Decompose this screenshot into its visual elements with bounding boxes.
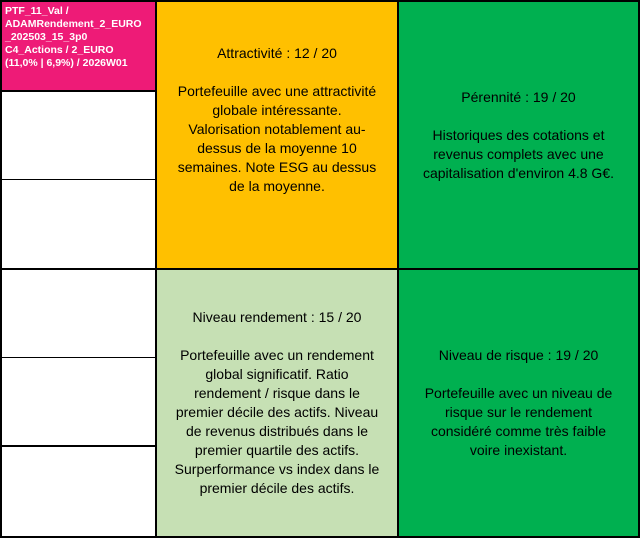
empty-cell[interactable] [0,445,157,538]
portfolio-title-cell[interactable] [0,0,157,90]
text-line: Portefeuille avec un niveau de [424,385,613,401]
text-line: globale intéressante. [212,102,342,118]
text-line: revenus complets avec une [433,145,604,162]
text-line: considéré comme très faible [430,423,607,439]
text-line: Portefeuille avec un rendement [180,347,374,363]
title-line: _202503_15_3p0 [5,31,88,43]
text-line: de la moyenne. [229,178,325,194]
rendement-heading: Niveau rendement : 15 / 20 [192,309,362,325]
empty-cell[interactable] [0,179,157,268]
empty-cell[interactable] [0,90,157,179]
perennite-heading: Pérennité : 19 / 20 [461,88,576,105]
title-line: C4_Actions / 2_EURO [5,44,114,56]
text-line: semaines. Note ESG au dessus [177,159,377,175]
perennite-cell[interactable] [399,0,640,268]
text-line: capitalisation d'environ 4.8 G€. [422,164,614,181]
text-line: de revenus distribués dans le [185,423,369,439]
text-line: Historiques des cotations et [432,126,605,143]
attractivite-heading: Attractivité : 12 / 20 [217,45,337,61]
attractivite-cell[interactable] [157,0,399,268]
perennite-text [423,126,614,183]
text-line: premier décile des actifs. Niveau [175,404,379,420]
text-line: premier quartile des actifs. [194,442,360,458]
risque-text [425,384,613,460]
text-line: Surperformance vs index dans le [174,461,380,477]
attractivite-text [178,82,376,196]
text-line: Valorisation notablement au- [188,121,366,137]
rendement-text [175,346,380,498]
title-line: ADAMRendement_2_EURO [5,18,142,30]
empty-cell[interactable] [0,357,157,445]
text-line: premier décile des actifs. [199,480,355,496]
title-line: (11,0% | 6,9%) / 2026W01 [5,57,128,69]
text-line: rendement / risque dans le [194,385,360,401]
empty-cell[interactable] [0,268,157,357]
rendement-cell[interactable] [157,268,399,538]
risque-cell[interactable] [399,268,640,538]
title-line: PTF_11_Val / [5,5,69,17]
text-line: Portefeuille avec une attractivité [177,83,377,99]
risque-heading: Niveau de risque : 19 / 20 [438,347,599,363]
text-line: risque sur le rendement [444,404,593,420]
text-line: global significatif. Ratio [205,366,349,382]
text-line: voire inexistant. [469,442,568,458]
text-line: dessus de la moyenne 10 [197,140,357,156]
